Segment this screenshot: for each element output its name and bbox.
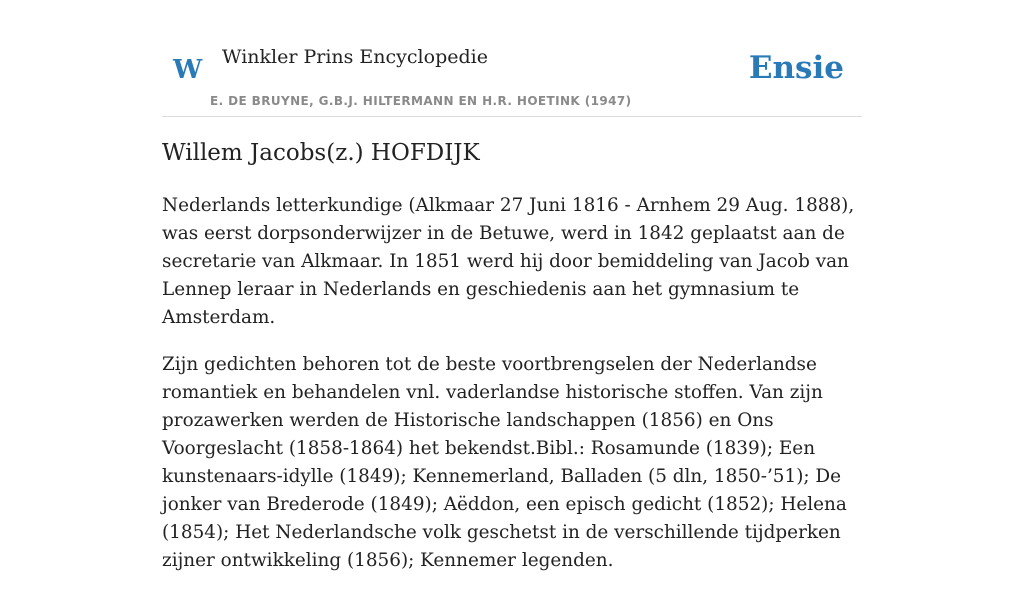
site-logo-icon[interactable]: W: [173, 55, 203, 85]
brand-logo[interactable]: Ensie: [748, 50, 844, 86]
article-body: [162, 192, 862, 594]
site-header: [162, 30, 862, 117]
article-paragraph: Zijn gedichten behoren tot de beste voortbrengselen der Nederlandse romantiek en behandelen vnl. vaderlandse historische stoffen. Van zijn prozawerken werden de Historische landschappen (1856) en Ons Voorgeslacht (1858-1864) het bekendst.Bibl.: Rosamunde (1839); Een kunstenaars-idylle (1849); Kennemerland, Balladen (5 dln, 1850-’51); De jonker van Brederode (1849); Aëddon, een episch gedicht (1852); Helena (1854); Het Nederlandsche volk geschetst in de verschillende tijdperken zijner ontwikkeling (1856); Kennemer legenden.: [162, 354, 847, 571]
site-title[interactable]: Winkler Prins Encyclopedie: [222, 46, 488, 68]
article-paragraph: Nederlands letterkundige (Alkmaar 27 Juni 1816 - Arnhem 29 Aug. 1888), was eerst dorpsonderwijzer in de Betuwe, werd in 1842 geplaatst aan de secretarie van Alkmaar. In 1851 werd hij door bemiddeling van Jacob van Lennep leraar in Nederlands en geschiedenis aan het gymnasium te Amsterdam.: [162, 195, 855, 328]
source-authors: E. DE BRUYNE, G.B.J. HILTERMANN EN H.R. HOETINK (1947): [210, 94, 632, 108]
article-title: Willem Jacobs(z.) HOFDIJK: [162, 140, 480, 166]
